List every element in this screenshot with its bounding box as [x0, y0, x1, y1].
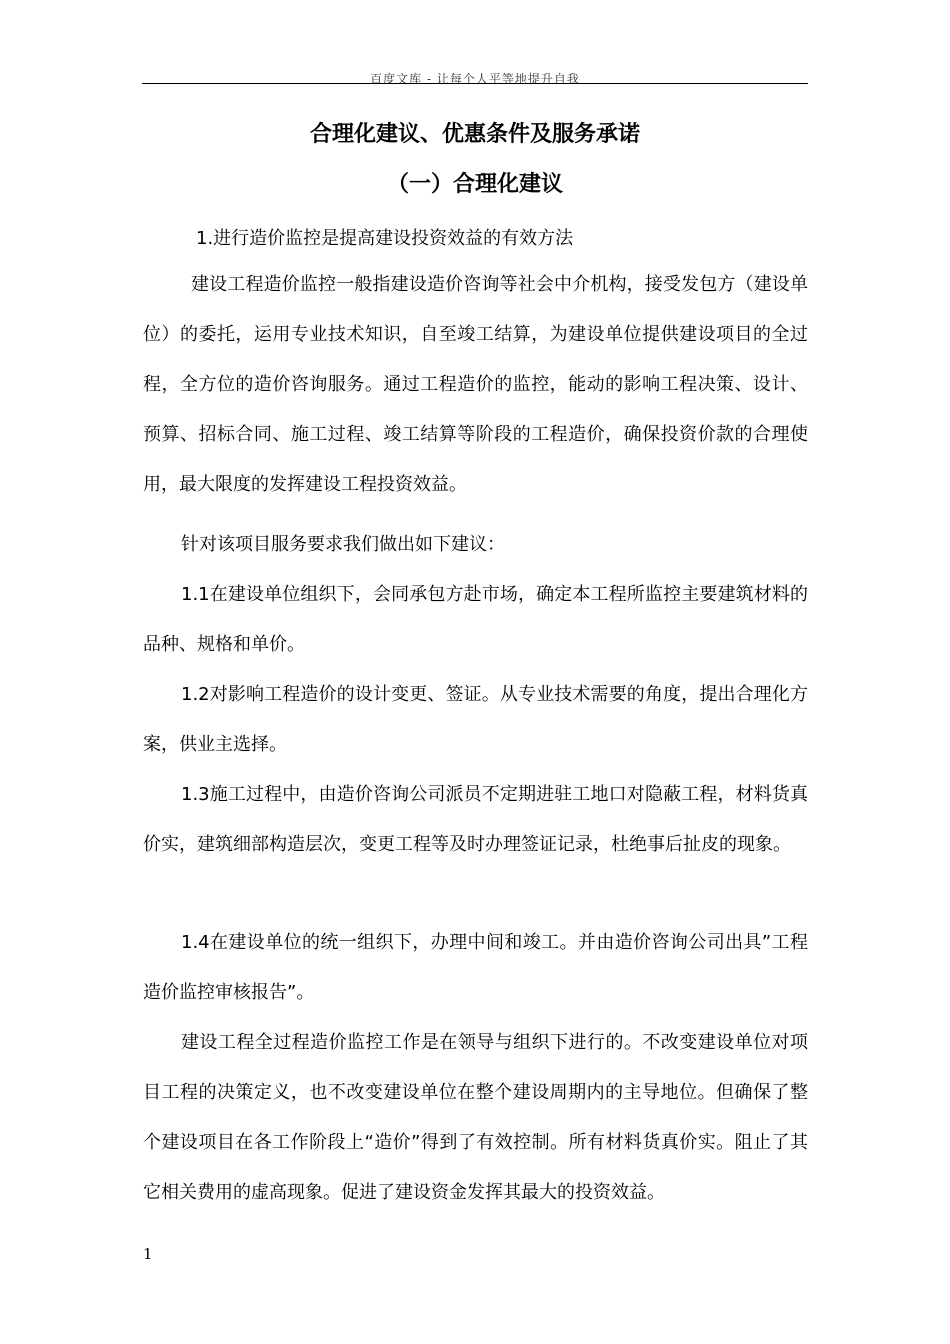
section-title: （一）合理化建议 [386, 172, 563, 197]
paragraph: 建设工程造价监控一般指建设造价咨询等社会中介机构，接受发包方（建设单位）的委托，运用专业技术知识，自至竣工结算，为建设单位提供建设项目的全过程，全方位的造价咨询服务。通过工程造价的监控，能动的影响工程决策、设计、预算、招标合同、施工过程、竣工结算等阶段的工程造价，确保投资价款的合理使用，最大限度的发挥建设工程投资效益。 [143, 274, 808, 495]
paragraph-block-1 [143, 260, 808, 510]
paragraph-block-4 [143, 670, 808, 770]
paragraph: 针对该项目服务要求我们做出如下建议： [181, 534, 505, 555]
paragraph-block-5 [143, 770, 808, 870]
subheading: 1.进行造价监控是提高建设投资效益的有效方法 [196, 228, 574, 249]
paragraph: 1.4在建设单位的统一组织下，办理中间和竣工。并由造价咨询公司出具”工程造价监控审核报告”。 [143, 932, 808, 1003]
paragraph-block-2 [143, 520, 808, 570]
page-number: 1 [143, 1245, 153, 1263]
paragraph-block-6 [143, 918, 808, 1018]
header-rule [142, 83, 808, 84]
paragraph: 1.3施工过程中，由造价咨询公司派员不定期进驻工地口对隐蔽工程，材料货真价实，建筑细部构造层次，变更工程等及时办理签证记录，杜绝事后扯皮的现象。 [143, 784, 808, 855]
paragraph: 1.1在建设单位组织下，会同承包方赴市场，确定本工程所监控主要建筑材料的品种、规格和单价。 [143, 584, 808, 655]
paragraph: 1.2对影响工程造价的设计变更、签证。从专业技术需要的角度，提出合理化方案，供业主选择。 [143, 684, 808, 755]
page-header-text: 百度文库 - 让每个人平等地提升自我 [370, 72, 580, 86]
paragraph-block-7 [143, 1018, 808, 1218]
paragraph: 建设工程全过程造价监控工作是在领导与组织下进行的。不改变建设单位对项目工程的决策定义，也不改变建设单位在整个建设周期内的主导地位。但确保了整个建设项目在各工作阶段上“造价”得到了有效控制。所有材料货真价实。阻止了其它相关费用的虚高现象。促进了建设资金发挥其最大的投资效益。 [143, 1032, 808, 1203]
paragraph-block-3 [143, 570, 808, 670]
document-title: 合理化建议、优惠条件及服务承诺 [309, 122, 640, 147]
